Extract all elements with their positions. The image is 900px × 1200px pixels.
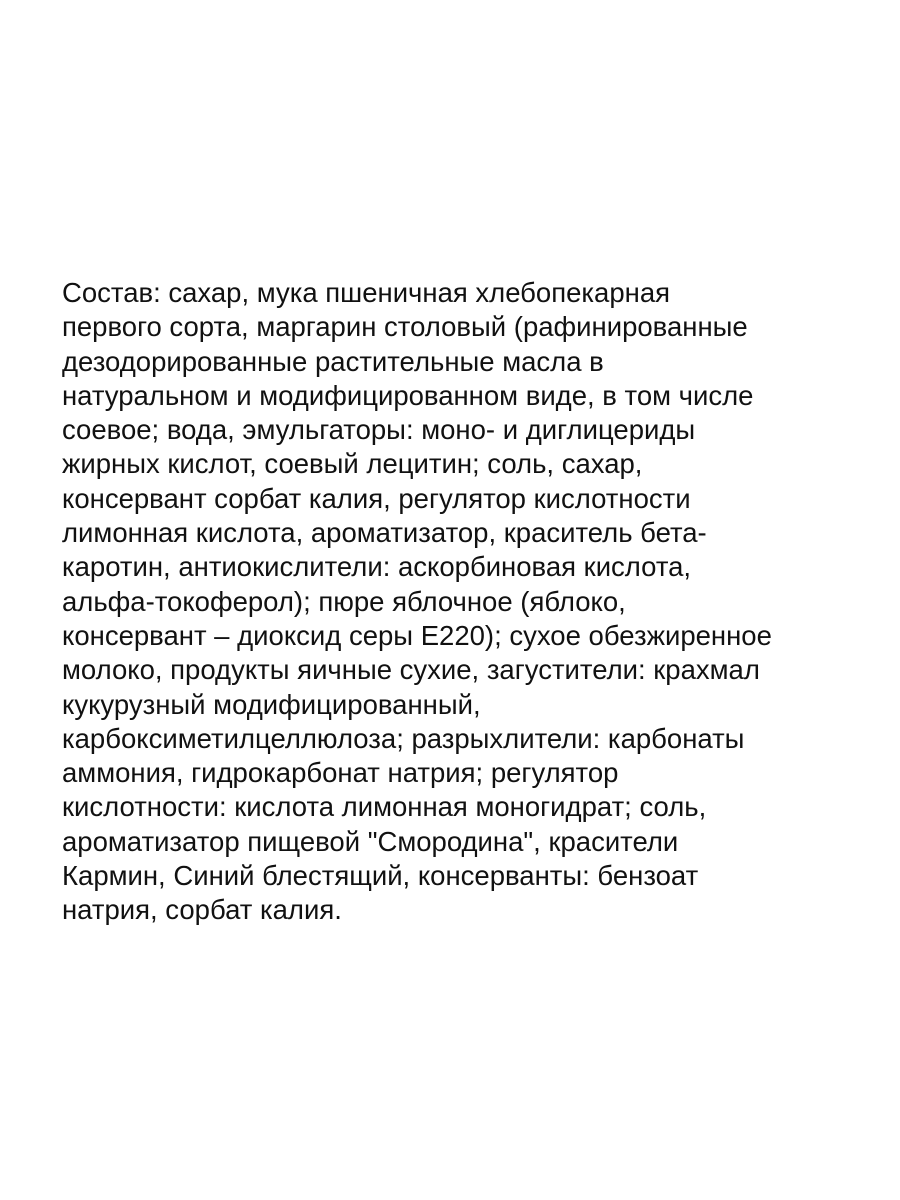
ingredients-line: жирных кислот, соевый лецитин; соль, сахар, — [62, 448, 643, 480]
ingredients-text — [62, 276, 862, 928]
ingredients-line: каротин, антиокислители: аскорбиновая кислота, — [62, 551, 692, 583]
ingredients-line: аммония, гидрокарбонат натрия; регулятор — [62, 757, 619, 789]
ingredients-line: ароматизатор пищевой "Смородина", красители — [62, 825, 679, 857]
ingredients-line: Состав: сахар, мука пшеничная хлебопекарная — [62, 277, 671, 308]
ingredients-line: кислотности: кислота лимонная моногидрат; соль, — [62, 791, 707, 823]
ingredients-line: альфа-токоферол); пюре яблочное (яблоко, — [62, 585, 626, 617]
ingredients-line: Кармин, Синий блестящий, консерванты: бензоат — [62, 860, 699, 892]
ingredients-line: лимонная кислота, ароматизатор, краситель бета- — [62, 517, 707, 549]
ingredients-line: карбоксиметилцеллюлоза; разрыхлители: карбонаты — [62, 722, 745, 754]
ingredients-line: молоко, продукты яичные сухие, загустители: крахмал — [62, 654, 760, 686]
ingredients-line: консервант – диоксид серы Е220); сухое обезжиренное — [62, 619, 772, 651]
ingredients-line: дезодорированные растительные масла в — [62, 345, 604, 377]
ingredients-line: натрия, сорбат калия. — [62, 894, 342, 926]
ingredients-line: кукурузный модифицированный, — [62, 688, 481, 720]
ingredients-line: соевое; вода, эмульгаторы: моно- и диглицериды — [62, 414, 696, 446]
ingredients-line: консервант сорбат калия, регулятор кислотности — [62, 482, 691, 514]
ingredients-line: первого сорта, маргарин столовый (рафинированные — [62, 311, 748, 343]
ingredients-line: натуральном и модифицированном виде, в том числе — [62, 379, 754, 411]
